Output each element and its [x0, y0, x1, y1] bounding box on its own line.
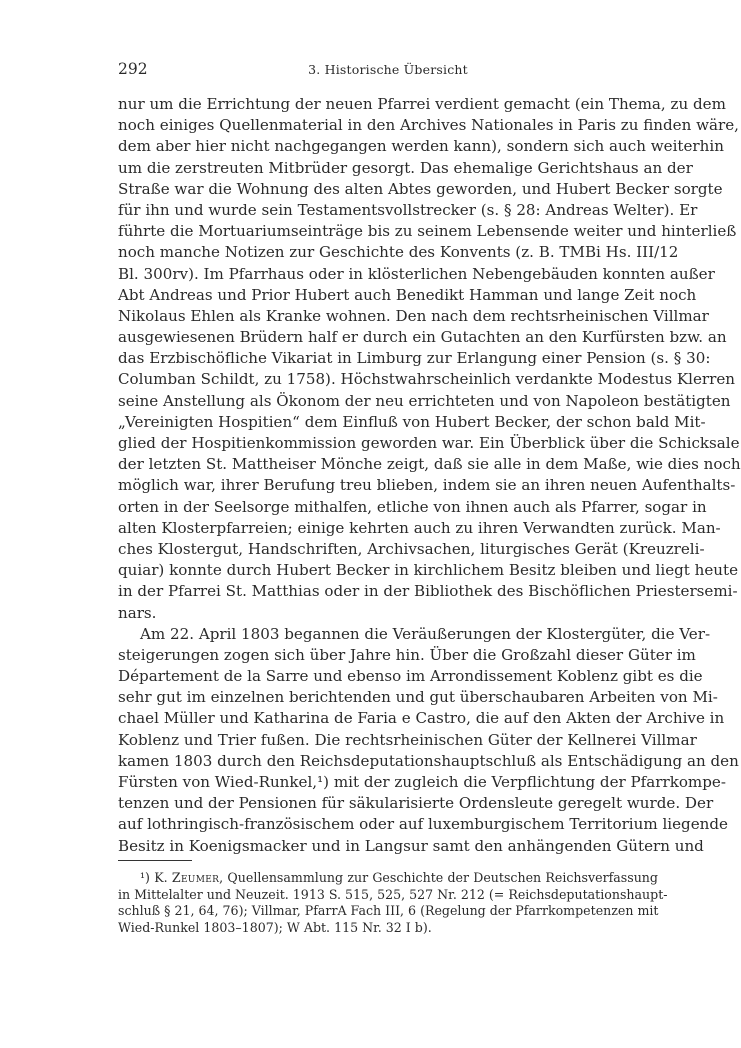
body-line: führte die Mortuariumseinträge bis zu seinem Lebensende weiter und hinterließ	[118, 222, 737, 241]
body-line: „Vereinigten Hospitien“ dem Einfluß von Hubert Becker, der schon bald Mit-	[118, 412, 706, 431]
body-line: Nikolaus Ehlen als Kranke wohnen. Den nach dem rechtsrheinischen Villmar	[118, 306, 709, 325]
footnote-rule	[118, 860, 192, 861]
body-line: alten Klosterpfarreien; einige kehrten auch zu ihren Verwandten zurück. Man-	[118, 518, 721, 537]
footnote-author: Zeumer	[171, 870, 220, 885]
body-line: sehr gut im einzelnen berichtenden und gut überschaubaren Arbeiten von Mi-	[118, 688, 718, 707]
body-line: Abt Andreas und Prior Hubert auch Benedikt Hamman und lange Zeit noch	[118, 285, 697, 304]
body-line: ches Klostergut, Handschriften, Archivsachen, liturgisches Gerät (Kreuzreli-	[118, 539, 705, 558]
footnote-line	[118, 870, 658, 887]
body-line: das Erzbischöfliche Vikariat in Limburg zur Erlangung einer Pension (s. § 30:	[118, 349, 711, 368]
body-line: noch einiges Quellenmaterial in den Archives Nationales in Paris zu finden wäre,	[118, 116, 739, 135]
footnote-line: in Mittelalter und Neuzeit. 1913 S. 515, 525, 527 Nr. 212 (= Reichsdeputationshaupt-	[118, 886, 668, 902]
body-line: orten in der Seelsorge mithalfen, etliche von ihnen auch als Pfarrer, sogar in	[118, 497, 707, 516]
body-line: in der Pfarrei St. Matthias oder in der Bibliothek des Bischöflichen Priestersemi-	[118, 582, 738, 601]
body-line: Besitz in Koenigsmacker und in Langsur samt den anhängenden Gütern und	[118, 836, 704, 855]
footnote-marker: ¹) K.	[140, 870, 168, 885]
footnote-line: schluß § 21, 64, 76); Villmar, PfarrA Fach III, 6 (Regelung der Pfarrkompetenzen mit	[118, 903, 659, 919]
body-line: nur um die Errichtung der neuen Pfarrei verdient gemacht (ein Thema, zu dem	[118, 95, 726, 113]
body-line: möglich war, ihrer Berufung treu blieben, indem sie an ihren neuen Aufenthalts-	[118, 476, 736, 495]
body-line: kamen 1803 durch den Reichsdeputationshauptschluß als Entschädigung an den	[118, 751, 739, 770]
body-line: der letzten St. Mattheiser Mönche zeigt, daß sie alle in dem Maße, wie dies noch	[118, 455, 741, 474]
footnote-line: Wied-Runkel 1803–1807); W Abt. 115 Nr. 32 I b).	[118, 919, 432, 935]
page-number: 292	[118, 60, 148, 78]
footnote	[118, 870, 668, 936]
body-line: Département de la Sarre und ebenso im Arrondissement Koblenz gibt es die	[118, 667, 703, 686]
body-line: quiar) konnte durch Hubert Becker in kirchlichem Besitz bleiben und liegt heute	[118, 561, 739, 580]
body-line: seine Anstellung als Ökonom der neu errichteten und von Napoleon bestätigten	[118, 391, 731, 410]
running-head: 3. Historische Übersicht	[308, 62, 468, 77]
body-line: Koblenz und Trier fußen. Die rechtsrheinischen Güter der Kellnerei Villmar	[118, 730, 697, 749]
body-text	[118, 94, 741, 857]
body-line: glied der Hospitienkommission geworden war. Ein Überblick über die Schicksale	[118, 434, 740, 452]
body-line: Columban Schildt, zu 1758). Höchstwahrscheinlich verdankte Modestus Klerren	[118, 370, 735, 389]
body-line: tenzen und der Pensionen für säkularisierte Ordensleute geregelt wurde. Der	[118, 794, 714, 813]
body-line: Fürsten von Wied-Runkel,¹) mit der zugleich die Verpflichtung der Pfarrkompe-	[118, 773, 726, 791]
body-line: Bl. 300rv). Im Pfarrhaus oder in klösterlichen Nebengebäuden konnten außer	[118, 264, 715, 283]
footnote-text: , Quellensammlung zur Geschichte der Deutschen Reichsverfassung	[219, 870, 658, 885]
body-line: für ihn und wurde sein Testamentsvollstrecker (s. § 28: Andreas Welter). Er	[118, 200, 698, 219]
body-line: Am 22. April 1803 begannen die Veräußerungen der Klostergüter, die Ver-	[140, 624, 711, 643]
body-line: noch manche Notizen zur Geschichte des Konvents (z. B. TMBi Hs. III/12	[118, 243, 679, 262]
body-line: um die zerstreuten Mitbrüder gesorgt. Das ehemalige Gerichtshaus an der	[118, 158, 693, 177]
body-line: Straße war die Wohnung des alten Abtes geworden, und Hubert Becker sorgte	[118, 179, 723, 198]
body-line: auf lothringisch-französischem oder auf luxemburgischem Territorium liegende	[118, 815, 728, 834]
body-line: chael Müller und Katharina de Faria e Castro, die auf den Akten der Archive in	[118, 709, 725, 728]
page-header	[118, 58, 658, 80]
body-line: nars.	[118, 603, 157, 622]
body-line: steigerungen zogen sich über Jahre hin. Über die Großzahl dieser Güter im	[118, 645, 696, 664]
body-line: dem aber hier nicht nachgegangen werden kann), sondern sich auch weiterhin	[118, 137, 724, 156]
body-line: ausgewiesenen Brüdern half er durch ein Gutachten an den Kurfürsten bzw. an	[118, 328, 727, 347]
